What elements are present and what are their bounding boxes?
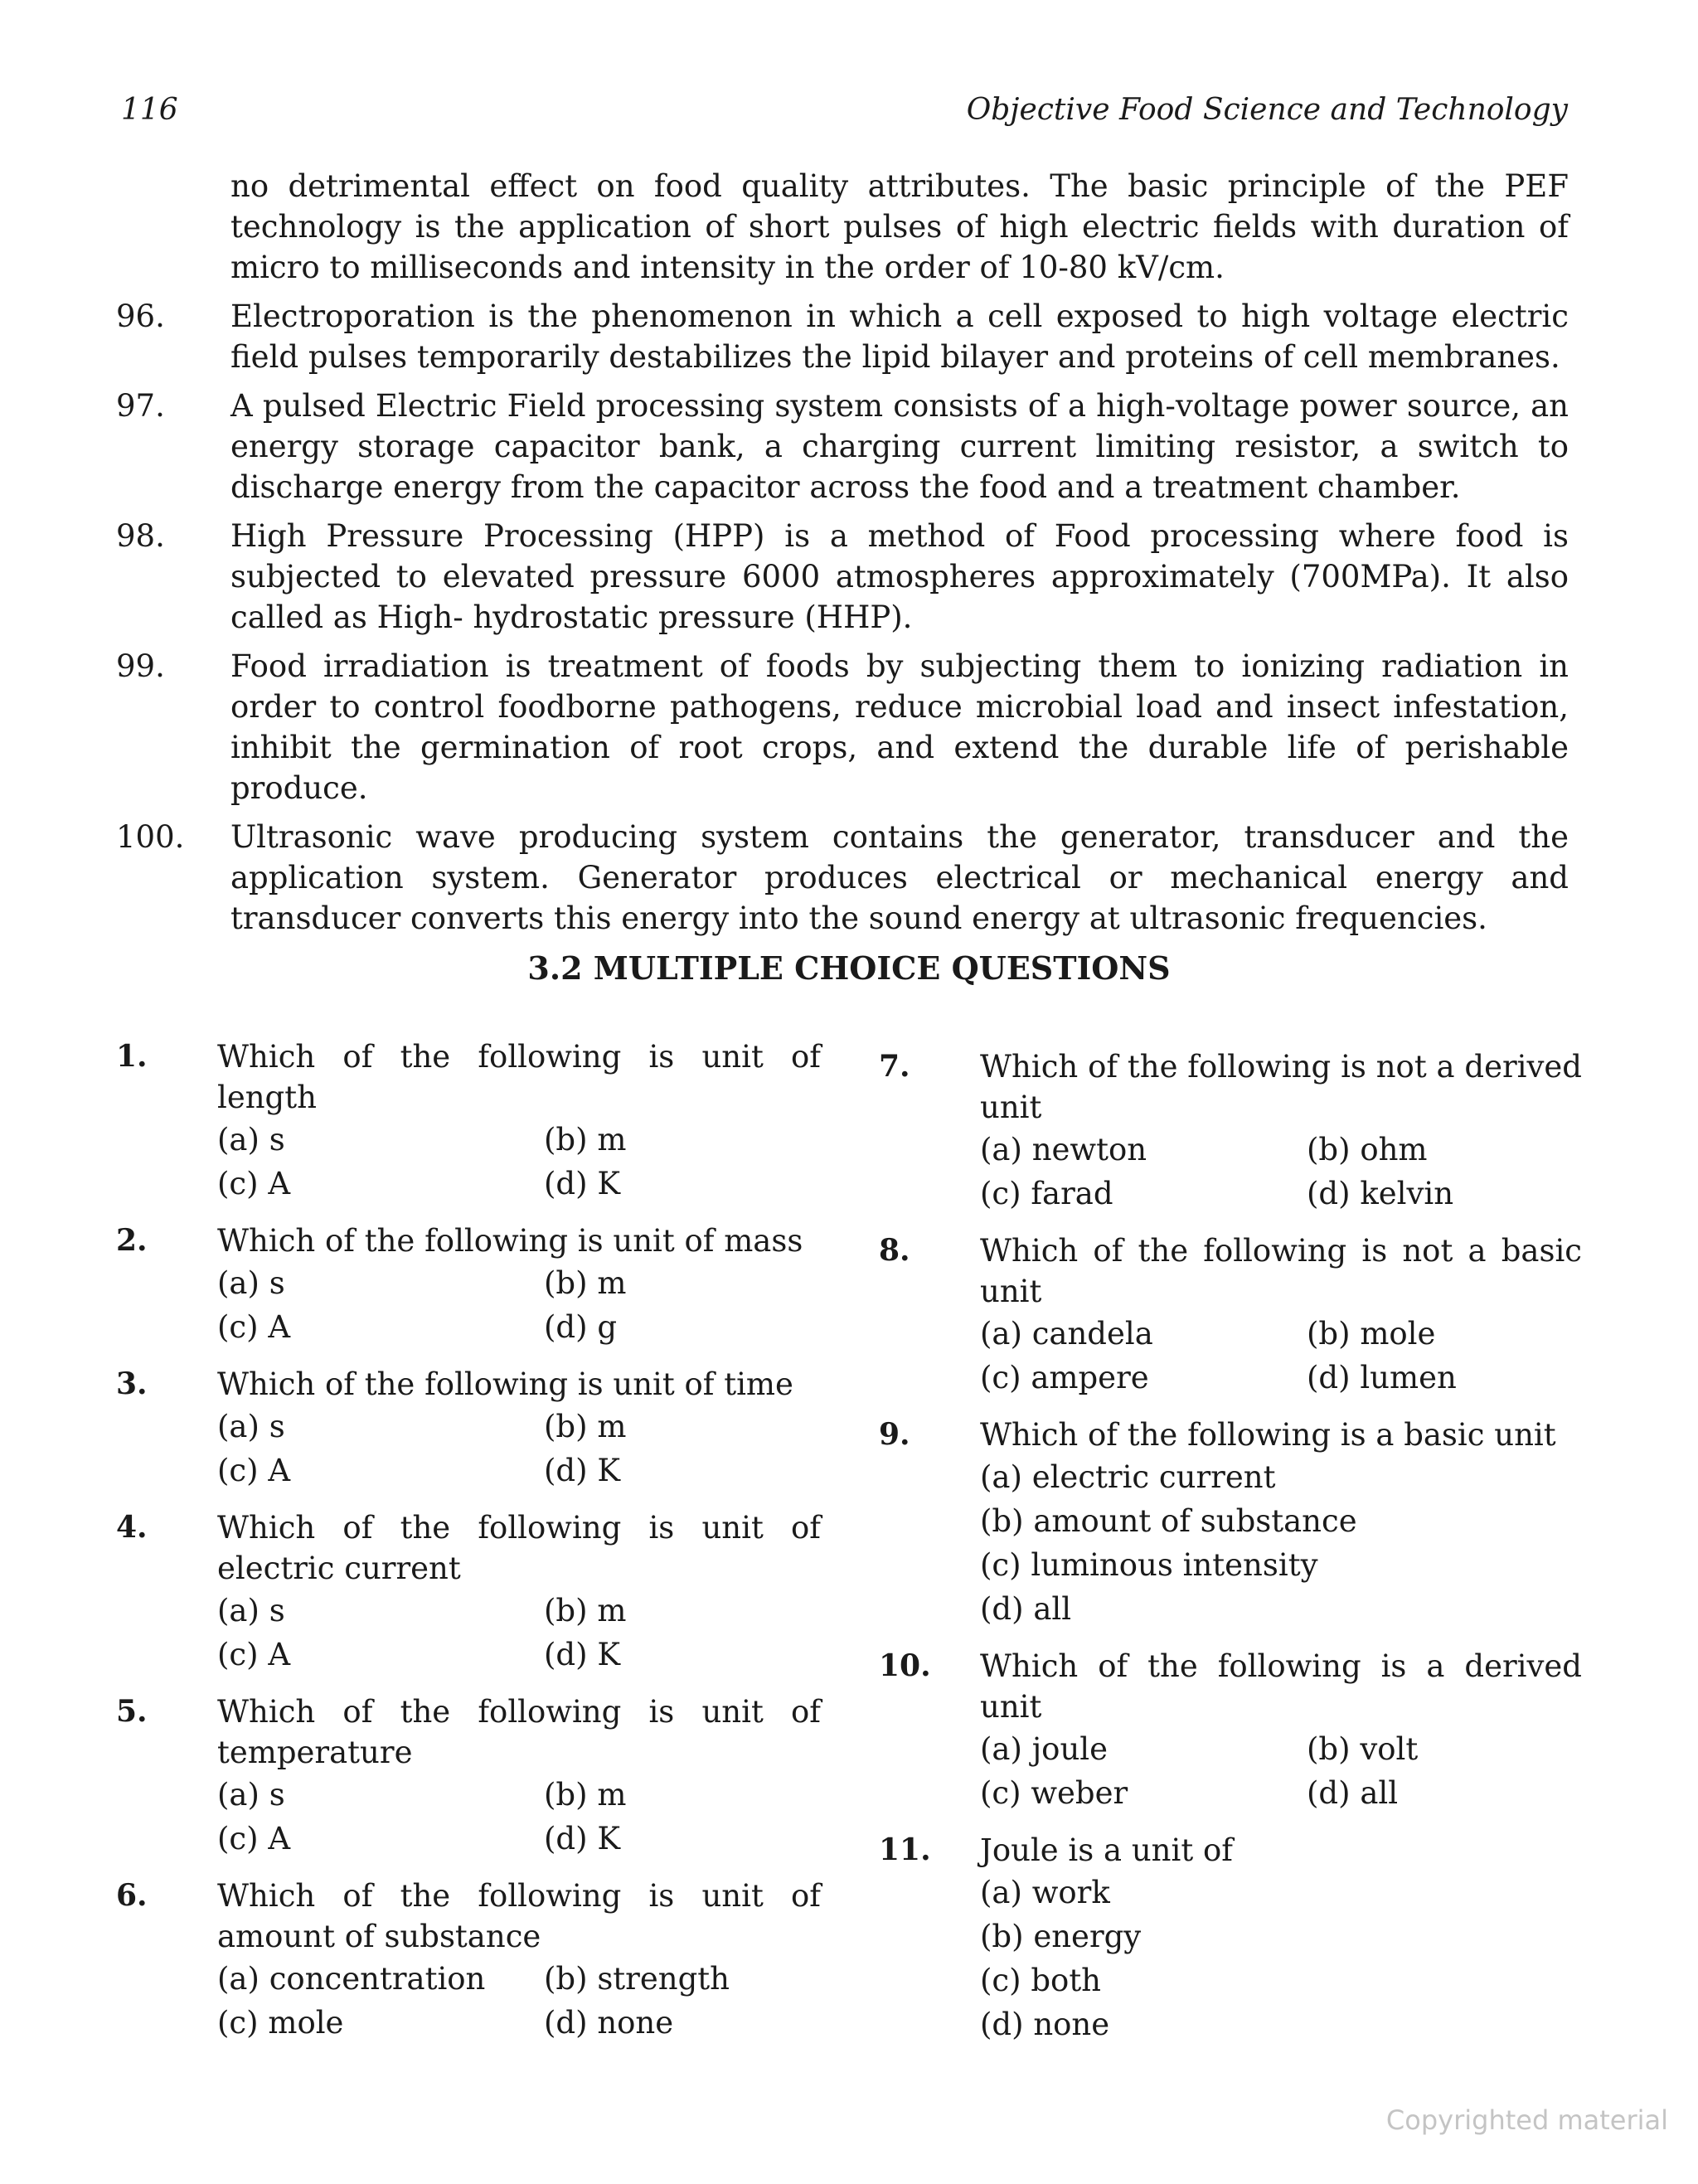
option-a: (a) candela [980, 1316, 1153, 1352]
question-item [116, 1507, 821, 1677]
option-b: (b) m [544, 1593, 627, 1628]
option-b: (b) m [544, 1409, 627, 1444]
question-item [879, 1830, 1582, 2046]
option-b: (b) mole [1307, 1316, 1436, 1352]
option-d: (d) none [980, 2007, 1110, 2042]
option-c: (c) A [217, 1453, 291, 1488]
option-a: (a) s [217, 1122, 285, 1158]
option-a: (a) work [980, 1875, 1110, 1910]
answer-item [116, 817, 1569, 939]
option-b: (b) volt [1307, 1731, 1419, 1767]
question-text: Which of the following is unit of electric current [217, 1510, 821, 1586]
answer-number: 100. [116, 819, 185, 855]
option-c: (c) mole [217, 2005, 344, 2041]
question-item [116, 1876, 821, 2045]
question-number: 11. [879, 1832, 931, 1867]
answer-item [116, 386, 1569, 507]
answer-item [116, 516, 1569, 638]
question-item [879, 1046, 1582, 1216]
question-number: 10. [879, 1648, 931, 1683]
option-d: (d) K [544, 1453, 620, 1488]
answer-text: Electroporation is the phenomenon in which a cell exposed to high voltage electric field pulses temporarily destabilizes the lipid bilayer and proteins of cell membranes. [230, 298, 1569, 375]
answer-text: High Pressure Processing (HPP) is a method of Food processing where food is subjected to elevated pressure 6000 atmospheres approximately (700MPa). It also called as High- hydrostatic pressure (HHP). [230, 518, 1569, 635]
answer-text: no detrimental effect on food quality attributes. The basic principle of the PEF technology is the application of short pulses of high electric fields with duration of micro to milliseconds and intensity in the order of 10-80 kV/cm. [230, 168, 1569, 285]
option-c: (c) ampere [980, 1360, 1149, 1395]
question-text: Which of the following is unit of temperature [217, 1694, 821, 1770]
answer-item [116, 296, 1569, 377]
question-number: 9. [879, 1417, 910, 1452]
copyright-watermark: Copyrighted material [1385, 2104, 1668, 2136]
question-number: 6. [116, 1878, 148, 1913]
answer-number: 97. [116, 388, 165, 424]
question-text: Which of the following is a basic unit [980, 1417, 1556, 1453]
question-number: 1. [116, 1039, 148, 1074]
question-number: 2. [116, 1223, 148, 1258]
answer-number: 99. [116, 648, 165, 684]
option-b: (b) m [544, 1777, 627, 1813]
option-a: (a) s [217, 1593, 285, 1628]
page-number: 116 [121, 93, 178, 127]
questions-column-left [116, 1036, 821, 2060]
option-d: (d) none [544, 2005, 674, 2041]
option-c: (c) luminous intensity [980, 1547, 1318, 1583]
option-a: (a) s [217, 1777, 285, 1813]
option-d: (d) K [544, 1821, 620, 1856]
questions-column-right [879, 1046, 1582, 2061]
answer-item [116, 166, 1569, 288]
question-number: 8. [879, 1233, 910, 1268]
option-d: (d) g [544, 1309, 618, 1345]
question-text: Which of the following is not a derived unit [980, 1049, 1582, 1125]
question-text: Which of the following is unit of length [217, 1039, 821, 1115]
option-c: (c) farad [980, 1176, 1113, 1211]
answer-number: 98. [116, 518, 165, 554]
answer-number: 96. [116, 298, 165, 334]
option-c: (c) A [217, 1166, 291, 1201]
option-d: (d) K [544, 1637, 620, 1672]
answer-text: A pulsed Electric Field processing system consists of a high-voltage power source, an energy storage capacitor bank, a charging current limiting resistor, a switch to discharge energy from the capacitor across the food and a treatment chamber. [230, 388, 1569, 505]
option-a: (a) electric current [980, 1459, 1276, 1495]
question-number: 3. [116, 1366, 148, 1401]
answer-item [116, 646, 1569, 808]
question-item [879, 1230, 1582, 1400]
option-d: (d) all [980, 1591, 1072, 1627]
option-b: (b) m [544, 1265, 627, 1301]
option-c: (c) A [217, 1309, 291, 1345]
option-d: (d) kelvin [1307, 1176, 1454, 1211]
answer-text: Food irradiation is treatment of foods by subjecting them to ionizing radiation in order to control foodborne pathogens, reduce microbial load and insect infestation, inhibit the germination of root crops, and extend the durable life of perishable produce. [230, 648, 1569, 806]
option-b: (b) amount of substance [980, 1503, 1357, 1539]
question-number: 5. [116, 1694, 148, 1729]
option-b: (b) ohm [1307, 1132, 1428, 1167]
running-title: Objective Food Science and Technology [966, 93, 1568, 127]
question-text: Which of the following is not a basic unit [980, 1233, 1582, 1309]
question-item [116, 1691, 821, 1861]
answer-text: Ultrasonic wave producing system contains the generator, transducer and the application system. Generator produces electrical or mechanical energy and transducer converts this energy into the sound energy at ultrasonic frequencies. [230, 819, 1569, 936]
option-a: (a) joule [980, 1731, 1108, 1767]
question-item [116, 1221, 821, 1349]
option-b: (b) m [544, 1122, 627, 1158]
question-text: Which of the following is unit of amount of substance [217, 1878, 821, 1954]
question-number: 4. [116, 1510, 148, 1545]
question-item [879, 1415, 1582, 1631]
option-c: (c) A [217, 1637, 291, 1672]
option-a: (a) newton [980, 1132, 1147, 1167]
answer-explanations [116, 166, 1569, 947]
question-item [879, 1646, 1582, 1815]
question-item [116, 1364, 821, 1492]
option-c: (c) weber [980, 1775, 1128, 1811]
option-d: (d) K [544, 1166, 620, 1201]
option-b: (b) energy [980, 1919, 1142, 1954]
question-item [116, 1036, 821, 1206]
option-c: (c) A [217, 1821, 291, 1856]
option-a: (a) s [217, 1265, 285, 1301]
question-text: Which of the following is unit of mass [217, 1223, 803, 1259]
option-d: (d) all [1307, 1775, 1399, 1811]
option-c: (c) both [980, 1963, 1102, 1998]
option-a: (a) s [217, 1409, 285, 1444]
question-text: Which of the following is unit of time [217, 1366, 793, 1402]
option-d: (d) lumen [1307, 1360, 1457, 1395]
question-text: Joule is a unit of [980, 1832, 1233, 1868]
question-number: 7. [879, 1049, 910, 1084]
option-b: (b) strength [544, 1961, 730, 1997]
section-title: 3.2 MULTIPLE CHOICE QUESTIONS [527, 949, 1171, 987]
option-a: (a) concentration [217, 1961, 486, 1997]
question-text: Which of the following is a derived unit [980, 1648, 1582, 1725]
